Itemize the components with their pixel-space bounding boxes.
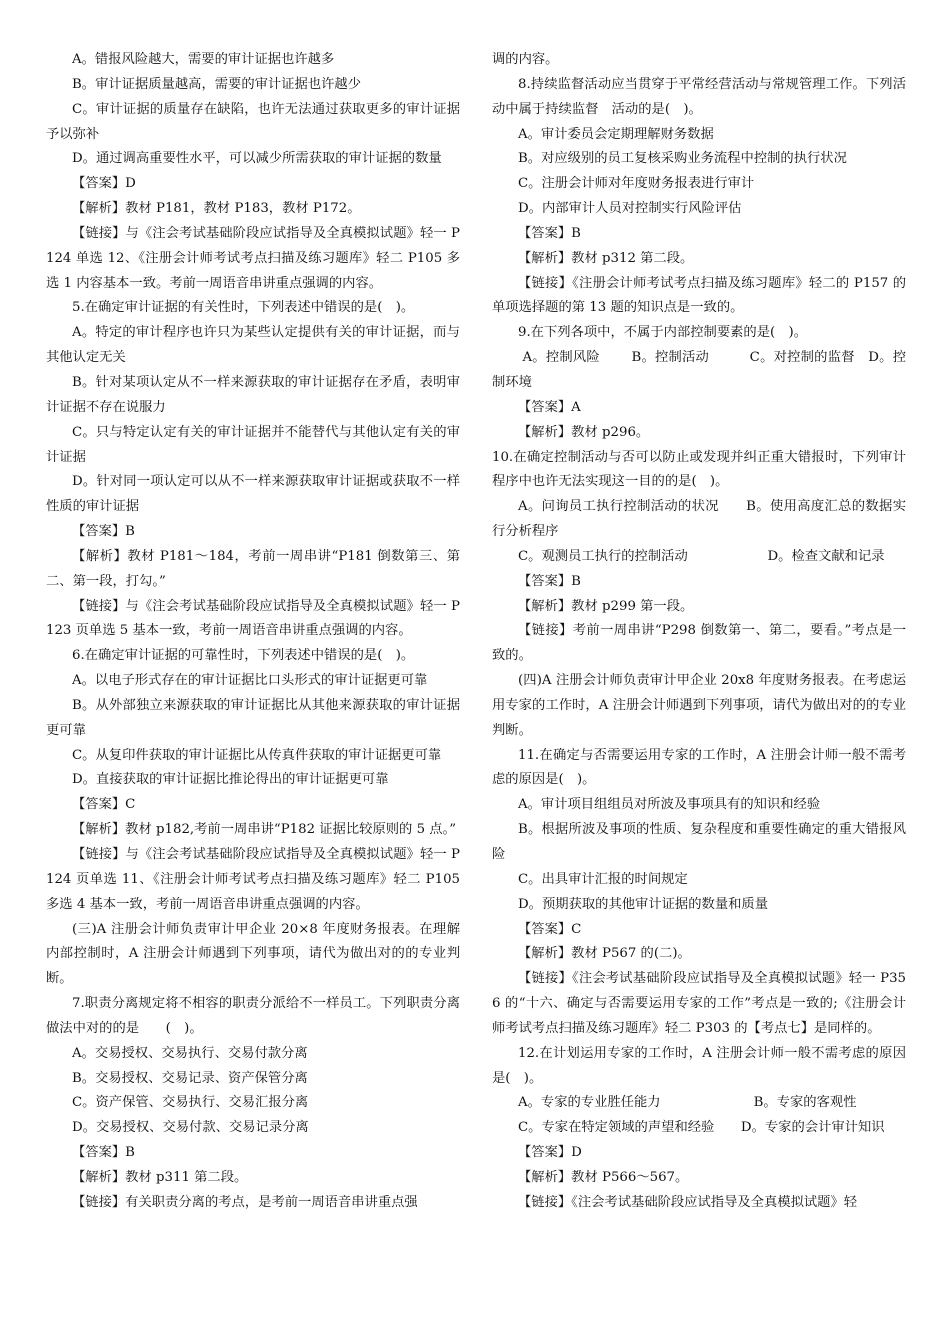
paragraph: 7.职责分离规定将不相容的职责分派给不一样员工。下列职责分离做法中对的的是 ( )。 (46, 996, 460, 1036)
paragraph: B。审计证据质量越高，需要的审计证据也许越少 (72, 76, 362, 92)
paragraph: 【解析】教材 P567 的(二)。 (518, 946, 691, 962)
paragraph: D。预期获取的其他审计证据的数量和质量 (518, 896, 769, 912)
paragraph: C。从复印件获取的审计证据比从传真件获取的审计证据更可靠 (72, 747, 442, 763)
paragraph: 【解析】教材 P181～184，考前一周串讲“P181 倒数第三、第二、第一段，打勾。” (46, 548, 460, 589)
paragraph: 【答案】C (518, 921, 582, 937)
paragraph: 【链接】有关职责分离的考点，是考前一周语音串讲重点强 (72, 1194, 418, 1210)
paragraph: 6.在确定审计证据的可靠性时，下列表述中错误的是( )。 (72, 648, 415, 664)
paragraph: 【链接】与《注会考试基础阶段应试指导及全真模拟试题》轻一 P123 页单选 5 基本一致，考前一周语音串讲重点强调的内容。 (46, 598, 460, 639)
paragraph: D。针对同一项认定可以从不一样来源获取审计证据或获取不一样性质的审计证据 (46, 474, 460, 515)
paragraph: C。出具审计汇报的时间规定 (518, 871, 688, 887)
paragraph: 【链接】《注会考试基础阶段应试指导及全真模拟试题》轻 (518, 1194, 858, 1210)
paragraph: A。错报风险越大，需要的审计证据也许越多 (72, 52, 335, 67)
paragraph: A。专家的专业胜任能力 B。专家的客观性 (518, 1095, 857, 1111)
paragraph: B。对应级别的员工复核采购业务流程中控制的执行状况 (518, 151, 847, 167)
paragraph: (三)A 注册会计师负责审计甲企业 20×8 年度财务报表。在理解内部控制时，A 注册会计师遇到下列事项，请代为做出对的的专业判断。 (46, 921, 460, 987)
paragraph: 【答案】C (72, 797, 136, 813)
paragraph: 12.在计划运用专家的工作时，A 注册会计师一般不需考虑的原因是( )。 (492, 1045, 906, 1086)
paragraph: C。观测员工执行的控制活动 D。检查文献和记录 (518, 548, 885, 564)
right-column (492, 48, 906, 1216)
paragraph: C。专家在特定领域的声望和经验 D。专家的会计审计知识 (518, 1120, 885, 1136)
paragraph: B。根据所波及事项的性质、复杂程度和重要性确定的重大错报风险 (492, 822, 906, 862)
paragraph: C。审计证据的质量存在缺陷，也许无法通过获取更多的审计证据予以弥补 (46, 101, 460, 142)
paragraph: A。特定的审计程序也许只为某些认定提供有关的审计证据，而与其他认定无关 (46, 325, 460, 366)
paragraph: D。通过调高重要性水平，可以减少所需获取的审计证据的数量 (72, 151, 442, 167)
paragraph: 11.在确定与否需要运用专家的工作时，A 注册会计师一般不需考虑的原因是( )。 (492, 747, 906, 788)
paragraph: B。交易授权、交易记录、资产保管分离 (72, 1070, 308, 1086)
paragraph: D。交易授权、交易付款、交易记录分离 (72, 1120, 309, 1136)
paragraph: 9.在下列各项中，不属于内部控制要素的是( )。 (518, 325, 807, 341)
paragraph: A。问询员工执行控制活动的状况 B。使用高度汇总的数据实行分析程序 (492, 499, 906, 540)
paragraph: A。控制风险 B。控制活动 C。对控制的监督 D。控制环境 (492, 350, 907, 390)
paragraph: 【答案】B (518, 573, 581, 589)
paragraph: 【链接】与《注会考试基础阶段应试指导及全真模拟试题》轻一 P124 单选 12、《注册会计师考试考点扫描及练习题库》轻二 P105 多选 1 内容基本一致。考前一周语音串讲重点强调的内容。 (46, 225, 460, 291)
paragraph: 【答案】A (518, 399, 581, 415)
paragraph: B。从外部独立来源获取的审计证据比从其他来源获取的审计证据更可靠 (46, 697, 460, 738)
paragraph: A。审计委员会定期理解财务数据 (518, 126, 714, 142)
paragraph: 【解析】教材 p299 第一段。 (518, 598, 694, 614)
paragraph: 【解析】教材 p296。 (518, 424, 650, 440)
paragraph: 10.在确定控制活动与否可以防止或发现并纠正重大错报时，下列审计程序中也许无法实现这一目的的是( )。 (492, 449, 906, 490)
paragraph: 调的内容。 (492, 52, 559, 67)
paragraph: 【链接】《注会考试基础阶段应试指导及全真模拟试题》轻一 P356 的“十六、确定与否需要运用专家的工作”考点是一致的;《注册会计师考试考点扫描及练习题库》轻二 P303 的【考点七】是同样的。 (492, 971, 906, 1036)
left-column (46, 48, 465, 1216)
paragraph: 【答案】D (518, 1145, 582, 1161)
paragraph: 【答案】B (72, 1145, 135, 1161)
paragraph: A。交易授权、交易执行、交易付款分离 (72, 1045, 308, 1061)
paragraph: B。针对某项认定从不一样来源获取的审计证据存在矛盾，表明审计证据不存在说服力 (46, 374, 460, 415)
paragraph: D。直接获取的审计证据比推论得出的审计证据更可靠 (72, 772, 389, 788)
paragraph: 【解析】教材 p311 第二段。 (72, 1169, 248, 1185)
paragraph: C。注册会计师对年度财务报表进行审计 (518, 176, 755, 192)
paragraph: (四)A 注册会计师负责审计甲企业 20x8 年度财务报表。在考虑运用专家的工作时，A 注册会计师遇到下列事项，请代为做出对的的专业判断。 (492, 673, 906, 738)
paragraph: 【解析】教材 p182,考前一周串讲“P182 证据比较原则的 5 点。” (72, 822, 456, 838)
paragraph: 【答案】B (518, 225, 581, 241)
paragraph: 【解析】教材 P566～567。 (518, 1169, 689, 1185)
paragraph: D。内部审计人员对控制实行风险评估 (518, 201, 742, 217)
paragraph: 【解析】教材 P181，教材 P183，教材 P172。 (72, 201, 361, 217)
paragraph: C。只与特定认定有关的审计证据并不能替代与其他认定有关的审计证据 (46, 424, 460, 465)
paragraph: 【链接】与《注会考试基础阶段应试指导及全真模拟试题》轻一 P124 页单选 11、《注册会计师考试考点扫描及练习题库》轻二 P105 多选 4 基本一致，考前一周语音串讲重点强调的内容。 (46, 847, 465, 912)
paragraph: 8.持续监督活动应当贯穿于平常经营活动与常规管理工作。下列活动中属于持续监督 活动的是( )。 (492, 76, 906, 117)
paragraph: 【链接】考前一周串讲“P298 倒数第一、第二，要看。”考点是一致的。 (492, 623, 906, 664)
paragraph: 5.在确定审计证据的有关性时，下列表述中错误的是( )。 (72, 300, 415, 316)
paragraph: 【解析】教材 p312 第二段。 (518, 250, 694, 266)
paragraph: 【答案】B (72, 524, 135, 540)
paragraph: A。以电子形式存在的审计证据比口头形式的审计证据更可靠 (72, 673, 428, 689)
paragraph: C。资产保管、交易执行、交易汇报分离 (72, 1095, 309, 1111)
paragraph: 【链接】《注册会计师考试考点扫描及练习题库》轻二的 P157 的单项选择题的第 13 题的知识点是一致的。 (492, 275, 906, 316)
paragraph: A。审计项目组组员对所波及事项具有的知识和经验 (518, 797, 821, 813)
paragraph: 【答案】D (72, 176, 136, 192)
